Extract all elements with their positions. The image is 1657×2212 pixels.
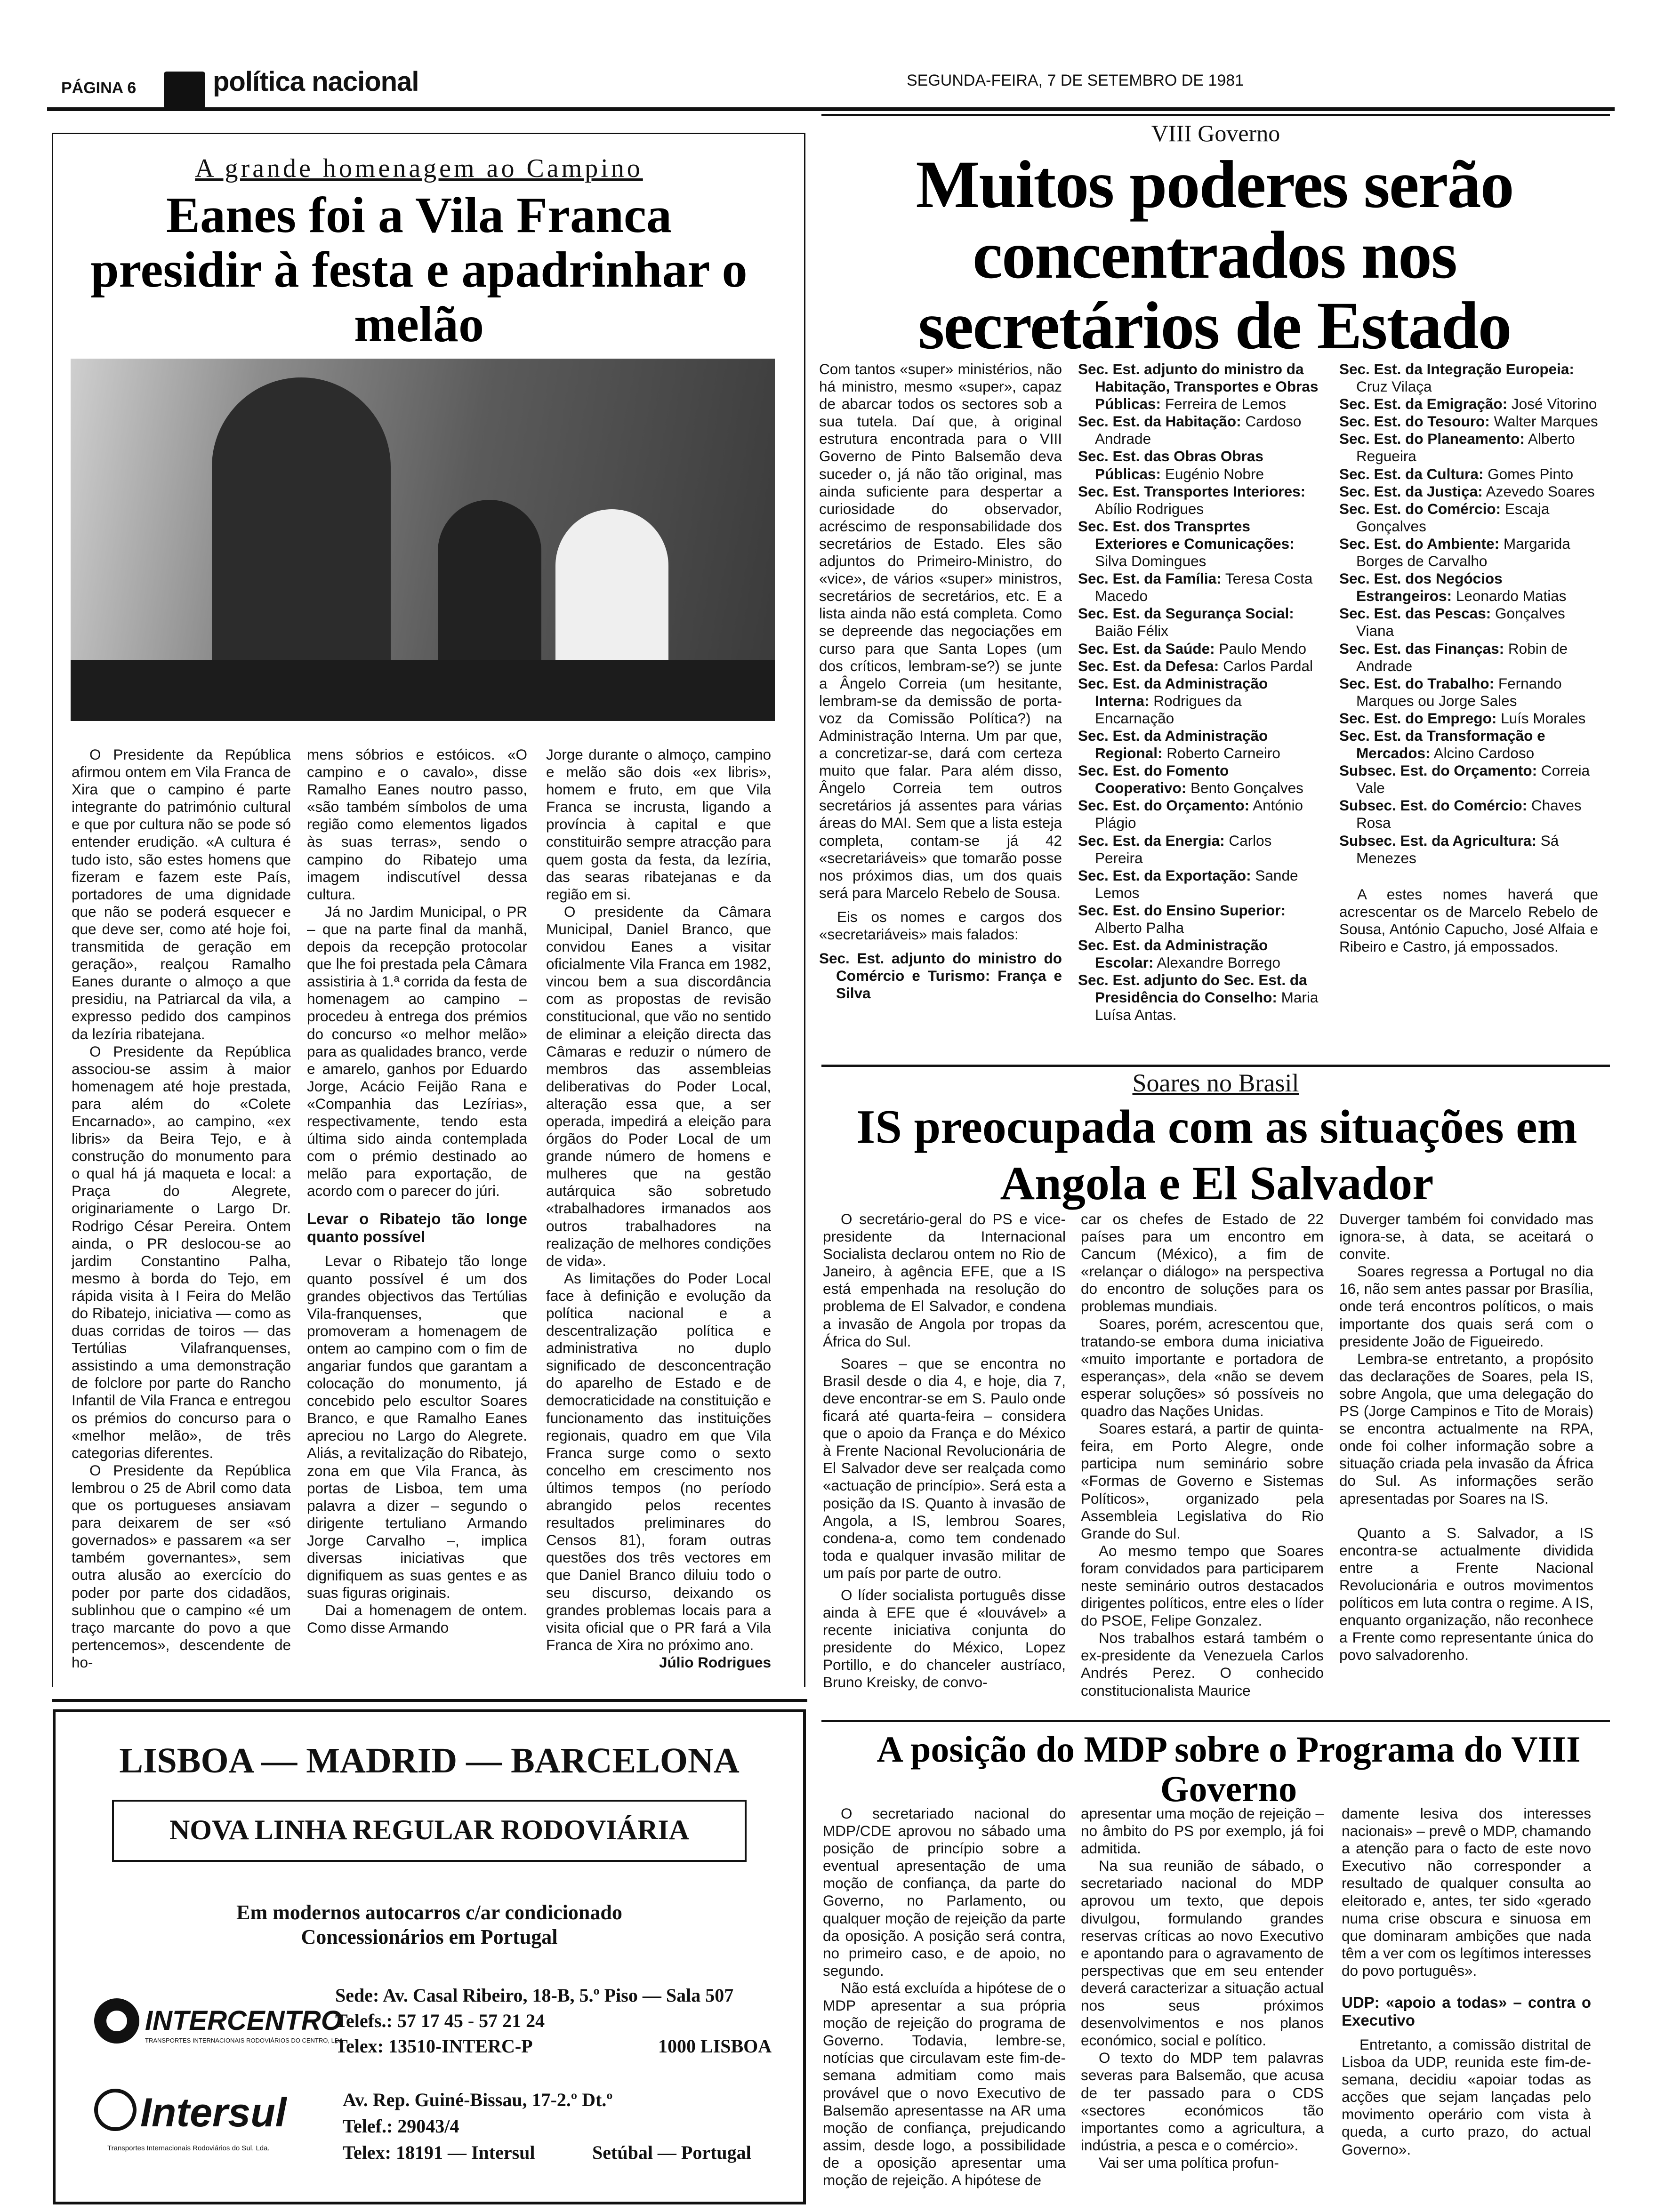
appointee-name: Margarida Borges de Carvalho [1356, 535, 1570, 570]
appointee-role: Sec. Est. da Administração Regional: [1078, 727, 1268, 762]
appointee-name: Azevedo Soares [1486, 482, 1595, 500]
appointee-name: Ferreira de Lemos [1165, 395, 1287, 413]
appointee-role: Sec. Est. da Administração Escolar: [1078, 937, 1268, 971]
appointee-role: Sec. Est. da Administração Interna: [1078, 674, 1268, 709]
appointee-name: Bento Gonçalves [1190, 779, 1303, 797]
appointee-item [1339, 710, 1598, 727]
article3-headline: IS preocupada com as situações em Angola e El Salvador [856, 1100, 1577, 1210]
appointee-item [1078, 413, 1323, 448]
paragraph: Dai a homenagem de ontem. Como disse Armando [307, 1602, 527, 1636]
appointee-name: Sá Menezes [1356, 832, 1559, 866]
appointee-item [1078, 448, 1323, 482]
ad-top-rule [52, 1699, 807, 1702]
appointee-name: Abílio Rodrigues [1095, 500, 1204, 517]
article3-bottom-rule [821, 1720, 1610, 1722]
appointee-item [1078, 867, 1323, 902]
appointee-role: Subsec. Est. do Orçamento: [1339, 762, 1537, 779]
intersul-phone: Telef.: 29043/4 [343, 2116, 459, 2137]
paragraph: Levar o Ribatejo tão longe quanto possível é um dos grandes objectivos das Tertúlias Vila-franquenses, que promoveram a homenagem de ontem ao campino com o fim de angariar fundos que garantam a colocação do monumento, já concebido pelo escultor Soares Branco, e que Ramalho Eanes apreciou no Largo do Alegrete. Aliás, a revitalização do Ribatejo, zona em que Vila Franca, às portas de Lisboa, tem uma palavra a dizer – segundo o dirigente tertuliano Armando Jorge Carvalho –, implica diversas iniciativas que dignifiquem as suas gentes e as suas figuras originais. [307, 1252, 527, 1602]
appointee-name: Gonçalves Viana [1356, 605, 1565, 640]
paragraph: Ao mesmo tempo que Soares foram convidados para participarem neste seminário outros destacados dirigentes políticos, entre eles o líder do PSOE, Felipe Gonzalez. [1081, 1542, 1324, 1629]
appointee-role: Sec. Est. da Habitação: [1078, 413, 1241, 430]
appointee-item [1078, 797, 1323, 832]
appointee-role: Sec. Est. da Transformação e Mercados: [1339, 727, 1545, 762]
article2-headline: Muitos poderes serão concentrados nos secretários de Estado [916, 147, 1513, 363]
appointee-item [1078, 937, 1323, 971]
appointee-item [1339, 832, 1598, 867]
article1-subhead: Levar o Ribatejo tão longe quanto possível [307, 1210, 527, 1246]
appointee-role: Sec. Est. das Finanças: [1339, 640, 1504, 657]
appointee-name: França e Silva [836, 967, 1062, 1002]
intercentro-telex: Telex: 13510-INTERC-P [335, 2036, 533, 2057]
appointee-role: Sec. Est. dos Negócios Estrangeiros: [1339, 570, 1503, 605]
appointee-item [1339, 465, 1598, 483]
article4-col1 [823, 1805, 1066, 2210]
appointee-name: Silva Domingues [1095, 553, 1207, 570]
intersul-telex: Telex: 18191 — Intersul [343, 2142, 535, 2163]
appointee-item [1078, 902, 1323, 937]
article1-headline: Eanes foi a Vila Franca presidir à festa e apadrinhar o melão [90, 187, 748, 353]
appointee-role: Sec. Est. da Defesa: [1078, 657, 1219, 674]
appointee-item [1078, 832, 1323, 867]
article4-headline: A posição do MDP sobre o Programa do VIII Governo [877, 1729, 1581, 1809]
appointee-item [1078, 605, 1323, 640]
appointee-item [1078, 361, 1323, 413]
appointee-role: Sec. Est. adjunto do Sec. Est. da Presidência do Conselho: [1078, 971, 1307, 1006]
intercentro-city: 1000 LISBOA [658, 2036, 772, 2057]
paragraph: Soares – que se encontra no Brasil desde o dia 4, e hoje, dia 7, deve encontrar-se em S. Paulo onde ficará até quarta-feira – considera que o apoio da França e do México à Frente Nacional Revolucionária de El Salvador deve ser realçada como «actuação de princípio». Será esta a posição da IS. Quanto à invasão de Angola, a IS, lembrou Soares, condena-a, como tem condenado toda e qualquer invasão militar de um país por parte de outro. [823, 1354, 1066, 1581]
intercentro-address: Sede: Av. Casal Ribeiro, 18-B, 5.º Piso — Sala 507 [335, 1985, 734, 2006]
paragraph: Eis os nomes e cargos dos «secretariáveis» mais falados: [819, 908, 1062, 943]
appointee-list-a [819, 950, 1062, 1002]
article2-top-rule [821, 114, 1610, 116]
appointee-role: Sec. Est. da Energia: [1078, 832, 1225, 849]
appointee-role: Sec. Est. da Segurança Social: [1078, 605, 1294, 622]
issue-date: SEGUNDA-FEIRA, 7 DE SETEMBRO DE 1981 [907, 72, 1244, 89]
appointee-item [1078, 483, 1323, 518]
appointee-role: Sec. Est. da Exportação: [1078, 866, 1251, 884]
paragraph: O secretariado nacional do MDP/CDE aprovou no sábado uma posição de princípio sobre a eventual apresentação de uma moção de confiança, da parte do Governo, no Parlamento, ou qualquer moção de rejeição da parte da oposição. A posição será contra, no primeiro caso, e de apoio, no segundo. [823, 1805, 1066, 1979]
paragraph: apresentar uma moção de rejeição – no âmbito do PS por exemplo, já foi admitida. [1081, 1805, 1324, 1857]
appointee-item [1078, 640, 1323, 657]
paragraph: Vai ser uma política profun- [1099, 2154, 1279, 2171]
appointee-role: Sec. Est. do Trabalho: [1339, 674, 1495, 692]
intercentro-phones: Telefs.: 57 17 45 - 57 21 24 [335, 2010, 545, 2031]
appointee-name: Eugénio Nobre [1165, 465, 1264, 482]
appointee-item [1339, 395, 1598, 413]
appointee-role: Sec. Est. do Tesouro: [1339, 413, 1490, 430]
section-logo-icon [164, 72, 205, 108]
appointee-role: Sec. Est. do Emprego: [1339, 709, 1497, 727]
paragraph: O Presidente da República associou-se assim à maior homenagem até hoje prestada, para além do «Colete Encarnado», ao campino, «ex libris» da Beira Tejo, e à construção do monumento para o qual há já maqueta e local: a Praça do Alegrete, originariamente o Largo Dr. Rodrigo César Pereira. Ontem ainda, o PR deslocou-se ao jardim Constantino Palha, mesmo à borda do Tejo, em rápida visita à I Feira do Melão do Ribatejo, iniciativa — como as duas corridas de toiros — das Tertúlias Vilafranquenses, assistindo a uma demonstração de folclore por parte do Rancho Infantil de Vila Franca e entregou os prémios do concurso para o «melhor melão», de três categorias diferentes. [72, 1042, 291, 1461]
paragraph: O presidente da Câmara Municipal, Daniel Branco, que convidou Eanes a visitar oficialmente Vila Franca em 1982, vincou bem a sua discordância com as propostas de revisão constitucional, que vão no sentido de eliminar a eleição directa das Câmaras e reduzir o número de membros das assembleias deliberativas do Poder Local, alteração essa que, a ser operada, impedirá a eleição para órgãos do Poder Local de um grande número de homens e mulheres que na gestão autárquica são sobretudo «trabalhadores irmanados aos outros trabalhadores na realização de melhores condições de vida». [546, 903, 771, 1269]
appointee-name: Alberto Palha [1095, 919, 1184, 936]
section-title: política nacional [213, 66, 419, 97]
appointee-item [1339, 483, 1598, 500]
appointee-item [819, 950, 1062, 1002]
advertisement-box [53, 1709, 806, 2204]
appointee-name: Maria Luísa Antas. [1095, 989, 1319, 1024]
article4-col2 [1081, 1805, 1324, 2210]
appointee-name: Carlos Pardal [1223, 657, 1313, 674]
appointee-item [1078, 727, 1323, 762]
paragraph: As limitações do Poder Local face à definição e evolução da política nacional e a descentralização política e administrativa no duplo significado de desconcentração do aparelho de Estado e de democraticidade na constituição e funcionamento das instituições regionais, quadro em que Vila Franca surge como o sexto concelho em crescimento nos últimos tempos (no período abrangido pelos recentes resultados preliminares do Censos 81), foram outras questões dos três vectores em que Daniel Branco diluiu todo o seu discurso, deixando os grandes problemas locais para a visita oficial que o PR fará a Vila Franca de Xira no próximo ano. [546, 1269, 771, 1653]
appointee-role: Sec. Est. das Pescas: [1339, 605, 1491, 622]
paragraph: Jorge durante o almoço, campino e melão são dois «ex libris», homem e fruto, em que Vila Franca se incrusta, ligando a província à capital e que constituirão sempre atracção para quem gosta da festa, da lezíria, das searas ribatejanas e da região em si. [546, 746, 771, 903]
appointee-role: Sec. Est. da Família: [1078, 570, 1222, 587]
paragraph: Nos trabalhos estará também o ex-presidente da Venezuela Carlos Andrés Perez. O conhecido constitucionalista Maurice [1081, 1629, 1324, 1699]
appointee-name: Correia Vale [1356, 762, 1590, 797]
paragraph: Lembra-se entretanto, a propósito das declarações de Soares, pela IS, sobre Angola, que uma delegação do PS (Jorge Campinos e Tito de Morais) se encontra actualmente na RPA, onde foi colher informação sobre a situação criada pela invasão da África do Sul. As informações serão apresentadas por Soares na IS. [1339, 1350, 1593, 1507]
intersul-tagline: Transportes Internacionais Rodoviários do Sul, Lda. [107, 2144, 270, 2152]
appointee-role: Subsec. Est. da Agricultura: [1339, 832, 1536, 849]
appointee-role: Sec. Est. dos Transprtes Exteriores e Comunicações: [1078, 517, 1295, 552]
paragraph: Soares estará, a partir de quinta-feira, em Porto Alegre, onde participa num seminário sobre «Formas de Governo e Sistemas Políticos», organizado pela Assembleia Legislativa do Rio Grande do Sul. [1081, 1420, 1324, 1542]
paragraph: Duverger também foi convidado mas ignora-se, à data, se aceitará o convite. [1339, 1210, 1593, 1263]
appointee-role: Sec. Est. do Comércio: [1339, 500, 1501, 517]
appointee-name: Rodrigues da Encarnação [1095, 692, 1242, 727]
photo-table [71, 660, 775, 721]
appointee-role: Sec. Est. Transportes Interiores: [1078, 482, 1306, 500]
appointee-name: Robin de Andrade [1356, 640, 1568, 674]
appointee-item [1078, 971, 1323, 1024]
appointee-item [1339, 762, 1598, 797]
article2-intro [819, 361, 1062, 1057]
paragraph: O Presidente da República lembrou o 25 de Abril como data que os portugueses ansiavam para deixarem de ser «só governados» e passarem «a ser também governantes», sem outra alusão ao exercício do poder por parte dos cidadãos, sublinhou que o campino «é um traço marcante do povo a que pertencemos», descendente de ho- [72, 1461, 291, 1671]
appointee-item [1078, 657, 1323, 675]
paragraph: O líder socialista português disse ainda à EFE que é «louvável» a recente iniciativa conjunta do presidente do México, Lopez Portillo, e do chanceler austríaco, Bruno Kreisky, de convo- [823, 1586, 1066, 1691]
appointee-role: Sec. Est. do Orçamento: [1078, 797, 1250, 814]
appointee-role: Sec. Est. das Obras Obras Públicas: [1078, 448, 1263, 482]
appointee-item [1339, 727, 1598, 762]
paragraph: damente lesiva dos interesses nacionais» – prevê o MDP, chamando a atenção para o facto de este novo Executivo não corresponder a resultado de qualquer consulta ao eleitorado e, antes, ter sido «gerado numa crise obscura e sinuosa em que dominaram ambições que nada têm a ver com os legítimos interesses do povo português». [1342, 1805, 1591, 1979]
article3-kicker: Soares no Brasil [1132, 1069, 1299, 1097]
appointee-item [1339, 640, 1598, 675]
ad-subtitle-box [112, 1800, 747, 1862]
appointee-name: Alexandre Borrego [1157, 954, 1280, 971]
ad-subtitle: NOVA LINHA REGULAR RODOVIÁRIA [169, 1814, 690, 1845]
appointee-name: José Vitorino [1511, 395, 1597, 413]
paragraph: Com tantos «super» ministérios, não há ministro, mesmo «super», capaz de abarcar todos os sectores sob a sua tutela. Daí que, à original estrutura encontrada para o VIII Governo de Pinto Balsemão deva suceder o, já não tão original, mas ainda suficiente para despertar a curiosidade do observador, acréscimo de responsabilidade dos secretários de Estado. Eles são adjuntos do Primeiro-Ministro, do «vice», de vários «super» ministros, secretários de secretários, etc. E a lista ainda não está completa. Como se depreende das negociações em curso para que Santa Lopes (um dos críticos, lembram-se?) se junte a Ângelo Correia (um hesitante, lembram-se da demissão de porta-voz da Comissão Política?) na Administração Interna. Um par que, a concretizar-se, dará com certeza muito que falar. Para além disso, Ângelo Correia tem outros secretários já assentes para várias áreas do MAI. Sem que a lista esteja completa, contam-se já 42 «secretariáveis» que tomarão posse nos próximos dias, um dos quais será para Marcelo Rebelo de Sousa. [819, 361, 1062, 901]
paragraph: Soares regressa a Portugal no dia 16, não sem antes passar por Brasília, onde terá encontros políticos, o mais importante dos quais será com o presidente João de Figueiredo. [1339, 1263, 1593, 1350]
appointee-item [1339, 361, 1598, 395]
appointee-list-c [1339, 361, 1598, 1057]
appointee-item [1078, 518, 1323, 570]
appointee-role: Sec. Est. da Emigração: [1339, 395, 1508, 413]
appointee-name: Sande Lemos [1095, 866, 1298, 901]
appointee-name: Alberto Regueira [1356, 430, 1575, 465]
appointee-role: Sec. Est. do Ensino Superior: [1078, 901, 1286, 919]
appointee-name: Baião Félix [1095, 622, 1168, 640]
paragraph: O secretário-geral do PS e vice-presidente da Internacional Socialista declarou ontem no Rio de Janeiro, à agência EFE, que a IS está empenhada na resolução do problema de El Salvador, e condena a invasão de Angola por tropas da África do Sul. [823, 1210, 1066, 1350]
appointee-item [1339, 535, 1598, 570]
appointee-name: Gomes Pinto [1488, 465, 1574, 482]
appointee-name: António Plágio [1095, 797, 1303, 832]
appointee-name: Leonardo Matias [1456, 587, 1567, 605]
header-rule [47, 107, 1615, 111]
article1-photo [71, 359, 775, 721]
appointee-item [1339, 675, 1598, 710]
appointee-name: Luís Morales [1501, 709, 1586, 727]
appointee-name: Cardoso Andrade [1095, 413, 1302, 448]
article1-col3 [546, 746, 771, 1671]
intercentro-logo-icon [94, 1998, 139, 2044]
appointee-item [1339, 500, 1598, 535]
appointee-role: Sec. Est. da Cultura: [1339, 465, 1484, 482]
appointee-name: Paulo Mendo [1219, 640, 1307, 657]
appointee-item [1339, 605, 1598, 640]
appointee-list-b [1078, 361, 1323, 1057]
article2-kicker: VIII Governo [1151, 120, 1280, 146]
appointee-name: Alcino Cardoso [1433, 745, 1535, 762]
ad-line2: Concessionários em Portugal [301, 1925, 558, 1948]
paragraph: A estes nomes haverá que acrescentar os de Marcelo Rebelo de Sousa, António Capucho, José Alfaia e Ribeiro e Castro, já empossados. [1339, 885, 1598, 955]
intersul-brand: Intersul [140, 2090, 287, 2135]
article1-col1 [72, 746, 291, 1671]
paragraph: Na sua reunião de sábado, o secretariado nacional do MDP aprovou um texto, que depois divulgou, formulando grandes reservas críticas ao novo Executivo e apontando para o agravamento de perspectivas que em seu entender deverá caracterizar a situação actual nos seus próximos desenvolvimentos e nos planos económico, social e político. [1081, 1857, 1324, 2049]
appointee-item [1339, 430, 1598, 465]
appointee-item [1339, 570, 1598, 605]
appointee-role: Sec. Est. da Saúde: [1078, 640, 1215, 657]
intercentro-brand: INTERCENTRO [145, 2005, 342, 2036]
appointee-item [1078, 570, 1323, 605]
appointee-name: Chaves Rosa [1356, 797, 1582, 832]
ad-line1: Em modernos autocarros c/ar condicionado [236, 1901, 622, 1924]
appointee-item [1078, 675, 1323, 727]
paragraph: car os chefes de Estado de 22 países para um encontro em Cancum (México), a fim de «relançar o diálogo» na perspectiva do encontro de soluções para os problemas mundiais. [1081, 1210, 1324, 1315]
intersul-city: Setúbal — Portugal [592, 2142, 751, 2163]
ad-title: LISBOA — MADRID — BARCELONA [119, 1741, 740, 1780]
intersul-logo-icon [94, 2089, 137, 2131]
appointee-role: Sec. Est. da Integração Europeia: [1339, 361, 1574, 377]
article4-col3 [1342, 1805, 1591, 2210]
paragraph: O texto do MDP tem palavras severas para Balsemão, que acusa de ter passado para o CDS «sectores económicos tão importantes como a agricultura, a indústria, a pesca e o comércio». [1081, 2049, 1324, 2154]
appointee-role: Sec. Est. do Fomento Cooperativo: [1078, 762, 1229, 797]
appointee-role: Sec. Est. adjunto do ministro do Comércio e Turismo: [819, 950, 1062, 985]
article3-col1 [823, 1210, 1066, 1723]
article1-col2 [307, 746, 527, 1636]
article1-kicker: A grande homenagem ao Campino [195, 154, 643, 183]
article3-col3 [1339, 1210, 1593, 1723]
paragraph: Quanto a S. Salvador, a IS encontra-se actualmente dividida entre a Frente Nacional Revolucionária e outros movimentos políticos em luta contra o regime. A IS, enquanto organização, não reconhece a Frente como representante única do povo salvadorenho. [1339, 1524, 1593, 1664]
page-number: PÁGINA 6 [61, 79, 137, 97]
appointee-role: Subsec. Est. do Comércio: [1339, 797, 1528, 814]
appointee-name: Walter Marques [1494, 413, 1598, 430]
article1-signature: Júlio Rodrigues [659, 1653, 771, 1671]
intercentro-tagline: TRANSPORTES INTERNACIONAIS RODOVIÁRIOS DO CENTRO, LDA. [145, 2037, 345, 2044]
appointee-name: Escaja Gonçalves [1356, 500, 1550, 535]
article4-subhead: UDP: «apoio a todas» – contra o Executivo [1342, 1993, 1591, 2029]
appointee-name: Carlos Pereira [1095, 832, 1272, 866]
appointee-role: Sec. Est. adjunto do ministro da Habitação, Transportes e Obras Públicas: [1078, 361, 1319, 413]
appointee-name: Fernando Marques ou Jorge Sales [1356, 674, 1562, 709]
article2-bottom-rule [821, 1065, 1610, 1067]
paragraph: Não está excluída a hipótese de o MDP apresentar a sua própria moção de rejeição do programa de Governo. Todavia, lembre-se, notícias que circulavam este fim-de-semana admitiam como mais provável que o novo Executivo de Balsemão apresentasse na AR uma moção de confiança, prejudicando assim, desde logo, a possibilidade de a oposição apresentar uma moção de rejeição. A hipótese de [823, 1979, 1066, 2188]
paragraph: Soares, porém, acrescentou que, tratando-se embora duma iniciativa «muito importante e portadora de esperanças», dela «não se devem esperar soluções» só possíveis no quadro das Nações Unidas. [1081, 1315, 1324, 1420]
intersul-address: Av. Rep. Guiné-Bissau, 17-2.º Dt.º [343, 2089, 613, 2110]
paragraph: Entretanto, a comissão distrital de Lisboa da UDP, reunida este fim-de-semana, decidiu «apoiar todas as acções que sejam lançadas pelo movimento operário com vista à queda, a curto prazo, do actual Governo». [1342, 2036, 1591, 2158]
appointee-name: Roberto Carneiro [1166, 745, 1280, 762]
appointee-name: Teresa Costa Macedo [1095, 570, 1313, 605]
appointee-name: Cruz Vilaça [1356, 378, 1432, 395]
appointee-item [1078, 762, 1323, 797]
appointee-role: Sec. Est. da Justiça: [1339, 482, 1483, 500]
appointee-role: Sec. Est. do Planeamento: [1339, 430, 1525, 448]
paragraph: O Presidente da República afirmou ontem em Vila Franca de Xira que o campino é parte integrante do património cultural e que por cultura não se pode só entender erudição. «A cultura é tudo isto, são estes homens que fizeram e fazem este País, portadores de uma dignidade que não se poderá esquecer e que deve ser, como até hoje foi, transmitida de geração em geração», realçou Ramalho Eanes durante o almoço a que presidiu, na Patriarcal da vila, a expresso pedido dos campinos da lezíria ribatejana. [72, 746, 291, 1042]
article3-col2 [1081, 1210, 1324, 1723]
paragraph: Já no Jardim Municipal, o PR – que na parte final da manhã, depois da recepção protocolar que lhe foi prestada pela Câmara assistiria à 1.ª corrida da festa de homenagem ao campino – procedeu à entrega dos prémios do concurso «o melhor melão» para as qualidades branco, verde e amarelo, ganhos por Eduardo Jorge, Acácio Feijão Rana e «Companhia das Lezírias», respectivamente, tendo esta última sido ainda contemplada com o prémio destinado ao melão para exportação, de acordo com o parecer do júri. [307, 903, 527, 1200]
appointee-item [1339, 413, 1598, 430]
paragraph: mens sóbrios e estóicos. «O campino e o cavalo», disse Ramalho Eanes noutro passo, «são também símbolos de uma região como elementos ligados às suas terras», sendo o campino do Ribatejo uma imagem indiscutível dessa cultura. [307, 746, 527, 903]
appointee-item [1339, 797, 1598, 832]
appointee-role: Sec. Est. do Ambiente: [1339, 535, 1500, 552]
